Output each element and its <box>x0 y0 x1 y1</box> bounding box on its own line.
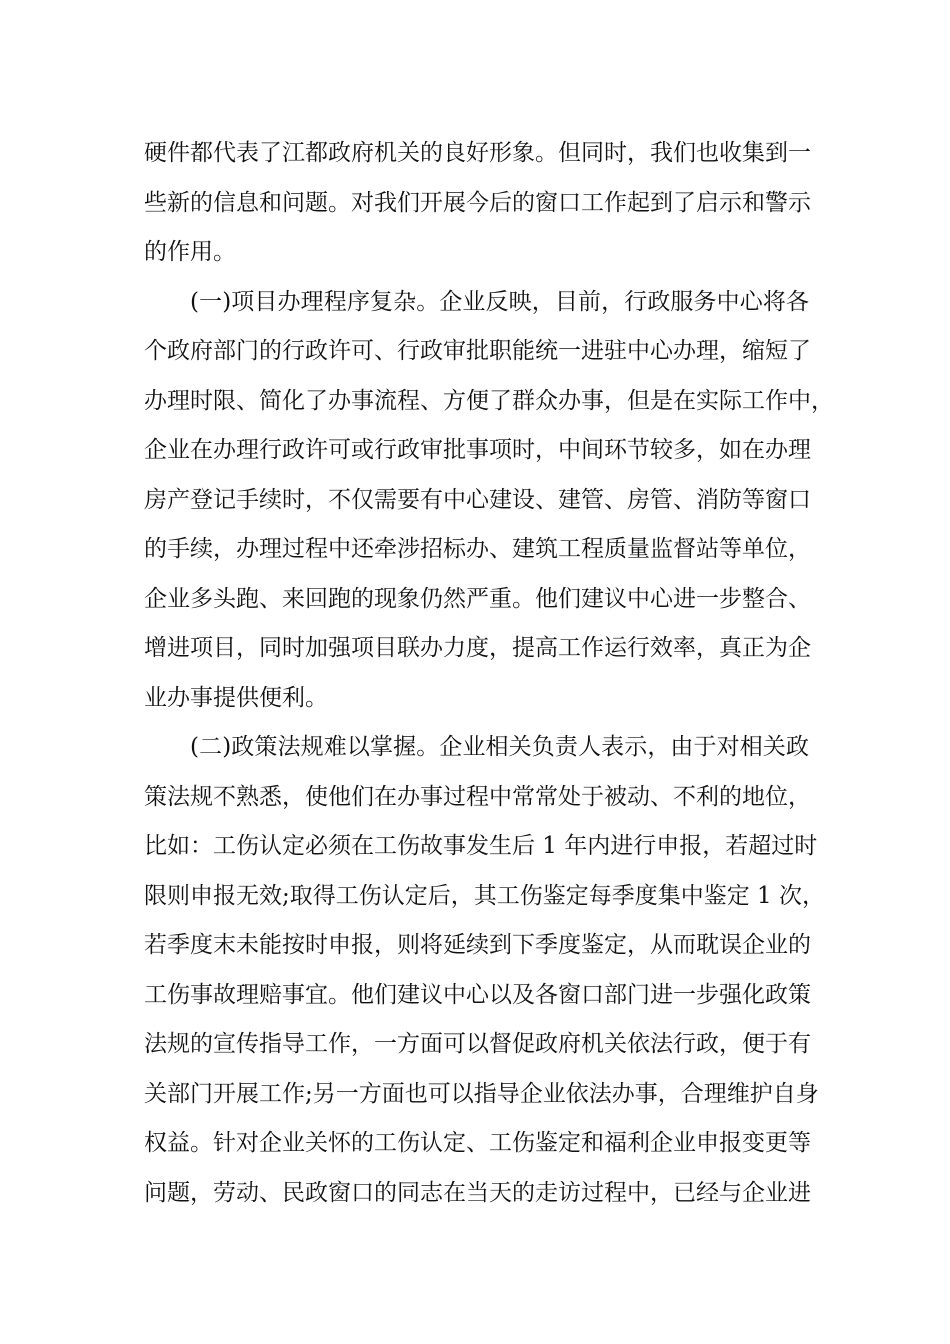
text-line-6: 办理时限、简化了办事流程、方便了群众办事，但是在实际工作中， <box>144 388 834 414</box>
text-line-18: 工伤事故理赔事宜。他们建议中心以及各窗口部门进一步强化政策 <box>144 982 811 1008</box>
text-line-5: 个政府部门的行政许可、行政审批职能统一进驻中心办理，缩短了 <box>144 338 811 364</box>
text-line-20: 关部门开展工作;另一方面也可以指导企业依法办事，合理维护自身 <box>144 1081 819 1107</box>
text-line-15: 比如：工伤认定必须在工伤故事发生后 1 年内进行申报，若超过时 <box>144 833 818 859</box>
text-line-14: 策法规不熟悉，使他们在办事过程中常常处于被动、不利的地位， <box>144 784 811 810</box>
text-line-17: 若季度末未能按时申报，则将延续到下季度鉴定，从而耽误企业的 <box>144 932 811 958</box>
text-line-21: 权益。针对企业关怀的工伤认定、工伤鉴定和福利企业申报变更等 <box>144 1130 811 1156</box>
text-line-13: (二)政策法规难以掌握。企业相关负责人表示，由于对相关政 <box>190 734 809 760</box>
text-line-7: 企业在办理行政许可或行政审批事项时，中间环节较多，如在办理 <box>144 437 811 463</box>
text-line-16: 限则申报无效;取得工伤认定后，其工伤鉴定每季度集中鉴定 1 次， <box>144 883 826 909</box>
text-line-1: 硬件都代表了江都政府机关的良好形象。但同时，我们也收集到一 <box>144 140 811 166</box>
text-line-12: 业办事提供便利。 <box>144 685 328 711</box>
text-line-4: (一)项目办理程序复杂。企业反映，目前，行政服务中心将各 <box>190 289 809 315</box>
text-line-9: 的手续，办理过程中还牵涉招标办、建筑工程质量监督站等单位， <box>144 536 811 562</box>
text-line-11: 增进项目，同时加强项目联办力度，提高工作运行效率，真正为企 <box>144 635 811 661</box>
text-line-2: 些新的信息和问题。对我们开展今后的窗口工作起到了启示和警示 <box>144 190 811 216</box>
text-line-8: 房产登记手续时，不仅需要有中心建设、建管、房管、消防等窗口 <box>144 487 811 513</box>
text-line-10: 企业多头跑、来回跑的现象仍然严重。他们建议中心进一步整合、 <box>144 586 811 612</box>
text-line-3: 的作用。 <box>144 239 236 265</box>
text-line-22: 问题，劳动、民政窗口的同志在当天的走访过程中，已经与企业进 <box>144 1180 811 1206</box>
text-line-19: 法规的宣传指导工作，一方面可以督促政府机关依法行政，便于有 <box>144 1031 811 1057</box>
